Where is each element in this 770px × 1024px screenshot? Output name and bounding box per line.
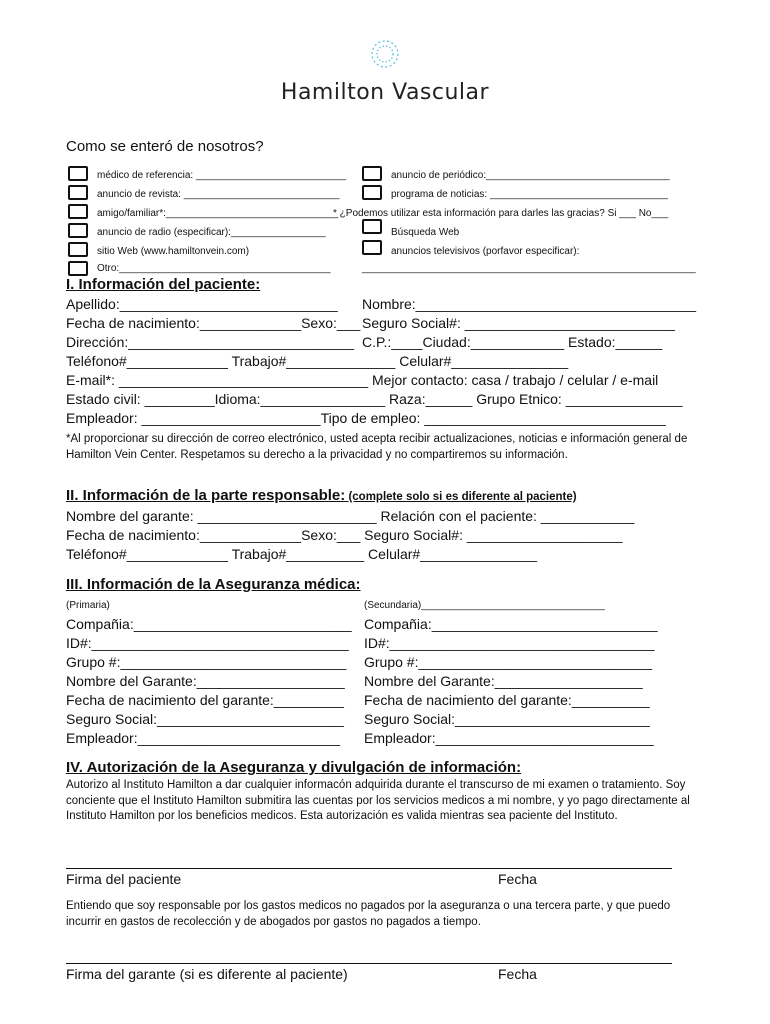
checkbox-news-program[interactable] <box>362 185 382 200</box>
field-phones[interactable]: Teléfono#_____________ Trabajo#______________ Celular#_______________ <box>66 353 569 369</box>
field-address[interactable]: Dirección:_____________________________ <box>66 334 355 350</box>
field-employer[interactable]: Empleador: _______________________Tipo de empleo: _______________________________ <box>66 410 666 426</box>
field-guarantor-name[interactable]: Nombre del garante: _______________________ Relación con el paciente: ____________ <box>66 508 635 524</box>
primary-label: (Primaria) <box>66 600 110 611</box>
primary-company[interactable]: Compañia:____________________________ <box>66 616 352 632</box>
primary-id[interactable]: ID#:_________________________________ <box>66 635 349 651</box>
friend-label: amigo/familiar*:_______________________________ <box>97 208 339 219</box>
checkbox-friend[interactable] <box>68 204 88 219</box>
secondary-ssn[interactable]: Seguro Social:_________________________ <box>364 711 650 727</box>
primary-guarantor[interactable]: Nombre del Garante:___________________ <box>66 673 345 689</box>
primary-guarantor-birth[interactable]: Fecha de nacimiento del garante:_________ <box>66 692 344 708</box>
guarantor-signature-line[interactable] <box>66 963 672 964</box>
primary-ssn[interactable]: Seguro Social:________________________ <box>66 711 344 727</box>
tv-label: anuncios televisivos (porfavor especificar): <box>391 246 580 257</box>
referral-doctor-label: médico de referencia: ___________________________ <box>97 170 347 181</box>
guarantor-signature-label: Firma del garante (si es diferente al paciente) <box>66 966 348 982</box>
guarantor-date-label: Fecha <box>498 966 537 982</box>
field-guarantor-phones[interactable]: Teléfono#_____________ Trabajo#__________ Celular#_______________ <box>66 546 537 562</box>
checkbox-web-search[interactable] <box>362 219 382 234</box>
website-label: sitio Web (www.hamiltonvein.com) <box>97 246 250 257</box>
section-responsible-title <box>66 487 577 504</box>
secondary-company[interactable]: Compañia:_____________________________ <box>364 616 658 632</box>
other-label: Otro:______________________________________ <box>97 263 331 274</box>
logo-icon <box>369 38 401 70</box>
section-insurance-title: III. Información de la Aseguranza médica: <box>66 576 361 593</box>
checkbox-tv[interactable] <box>362 240 382 255</box>
patient-date-label: Fecha <box>498 871 537 887</box>
responsible-title-text: II. Información de la parte responsable: <box>66 487 346 504</box>
field-first-name[interactable]: Nombre:____________________________________ <box>362 296 696 312</box>
email-note: *Al proporcionar su dirección de correo electrónico, usted acepta recibir actualizaciones, noticias e información general de Hamilton Vein Center. Respetamos su derecho a la privacidad y no compartiremos su información. <box>66 433 688 461</box>
section-patient-info-title: I. Información del paciente: <box>66 276 261 293</box>
newspaper-label: anuncio de periódico:_________________________________ <box>391 170 670 181</box>
news-program-label: programa de noticias: ________________________________ <box>391 189 668 200</box>
field-ssn[interactable]: Seguro Social#: ___________________________ <box>362 315 675 331</box>
checkbox-other[interactable] <box>68 261 88 276</box>
checkbox-newspaper[interactable] <box>362 166 382 181</box>
secondary-guarantor-birth[interactable]: Fecha de nacimiento del garante:__________ <box>364 692 650 708</box>
field-zip-city-state[interactable]: C.P.:____Ciudad:____________ Estado:______ <box>362 334 663 350</box>
primary-employer[interactable]: Empleador:__________________________ <box>66 730 341 746</box>
secondary-employer[interactable]: Empleador:____________________________ <box>364 730 654 746</box>
patient-signature-label: Firma del paciente <box>66 871 182 887</box>
secondary-id[interactable]: ID#:__________________________________ <box>364 635 655 651</box>
field-birth-sex[interactable]: Fecha de nacimiento:_____________Sexo:___ <box>66 315 361 331</box>
secondary-guarantor[interactable]: Nombre del Garante:___________________ <box>364 673 643 689</box>
tv-specify-line[interactable]: ____________________________________________________________ <box>362 263 696 274</box>
secondary-group[interactable]: Grupo #:______________________________ <box>364 654 653 670</box>
field-guarantor-birth[interactable]: Fecha de nacimiento:_____________Sexo:___ Seguro Social#: ____________________ <box>66 527 623 543</box>
secondary-label: (Secundaria)_________________________________ <box>364 600 605 611</box>
radio-label: anuncio de radio (especificar):_________________ <box>97 227 326 238</box>
authorization-text: Autorizo al Instituto Hamilton a dar cualquier informacón adquirida durante el transcurso de mi examen o tratamiento. Soy conciente que el Instituto Hamilton submitira las cuentas por los servicios medicos a mi nombre, y yo pago directamente al Instituto Hamilton por los beneficios medicos. Esta autorización es valida mientras sea paciente del Instituto. <box>66 779 690 822</box>
referral-question: Como se enteró de nosotros? <box>66 138 264 155</box>
field-email-contact[interactable]: E-mail*: ________________________________ Mejor contacto: casa / trabajo / celular / e-mail <box>66 372 659 388</box>
field-civil-language-race[interactable]: Estado civil: _________Idioma:________________ Raza:______ Grupo Etnico: _______________ <box>66 391 683 407</box>
hamilton-logo <box>0 38 770 75</box>
field-last-name[interactable]: Apellido:____________________________ <box>66 296 338 312</box>
responsible-subtitle: (complete solo si es diferente al paciente) <box>345 491 577 503</box>
responsibility-text: Entiendo que soy responsable por los gastos medicos no pagados por la aseguranza o una tercera parte, y que puedo incurrir en gastos de recolección y de abogados por gastos no pagados a tiempo. <box>66 900 671 928</box>
patient-signature-line[interactable] <box>66 868 672 869</box>
magazine-label: anuncio de revista: ____________________________ <box>97 189 340 200</box>
primary-group[interactable]: Grupo #:_____________________________ <box>66 654 347 670</box>
checkbox-radio[interactable] <box>68 223 88 238</box>
web-search-label: Búsqueda Web <box>391 227 460 238</box>
checkbox-website[interactable] <box>68 242 88 257</box>
checkbox-magazine[interactable] <box>68 185 88 200</box>
friend-thanks-question: * ¿Podemos utilizar esta información para darles las gracias? Si ___ No___ <box>333 208 669 219</box>
section-authorization-title: IV. Autorización de la Aseguranza y divulgación de información: <box>66 759 522 776</box>
brand-name: Hamilton Vascular <box>280 80 490 105</box>
checkbox-referral-doctor[interactable] <box>68 166 88 181</box>
